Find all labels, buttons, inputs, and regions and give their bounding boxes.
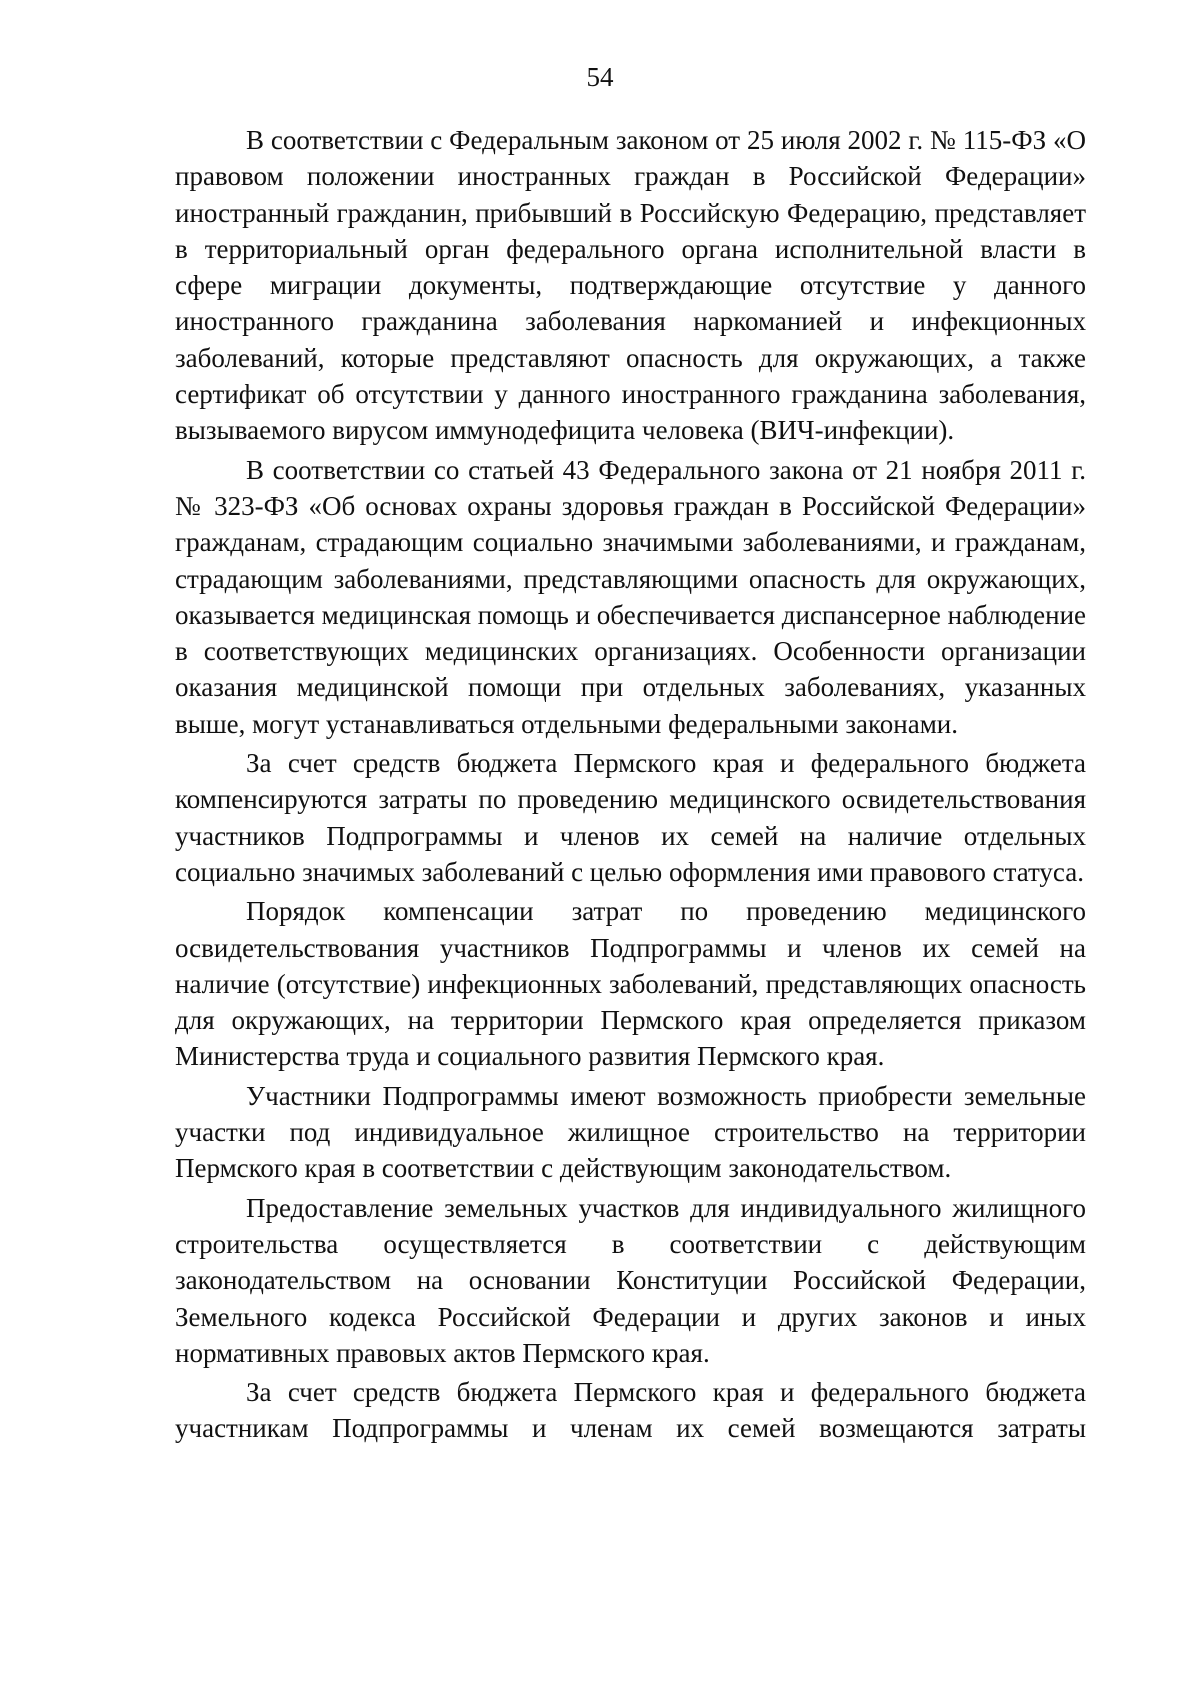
paragraph-land-plots-provision: Предоставление земельных участков для индивидуального жилищного строительства осуществляется в соответствии с действующим законодательством на основании Конституции Российской Федерации, Земельного кодекса Российской Федерации и других законов и иных нормативных правовых актов Пермского края. [175, 1192, 1086, 1368]
paragraph-compensation-procedure: Порядок компенсации затрат по проведению медицинского освидетельствования участников Подпрограммы и членов их семей на наличие (отсутствие) инфекционных заболеваний, представляющих опасность для окружающих, на территории Пермского края определяется приказом Министерства труда и социального развития Пермского края. [175, 896, 1086, 1072]
paragraph-land-plots-opportunity: Участники Подпрограммы имеют возможность приобрести земельные участки под индивидуальное жилищное строительство на территории Пермского края в соответствии с действующим законодательством. [175, 1080, 1086, 1184]
paragraph-examination-cost-compensation: За счет средств бюджета Пермского края и федерального бюджета компенсируются затраты по проведению медицинского освидетельствования участников Подпрограммы и членов их семей на наличие отдельных социально значимых заболеваний с целью оформления ими правового статуса. [175, 748, 1086, 887]
paragraph-health-protection-law: В соответствии со статьей 43 Федерального закона от 21 ноября 2011 г. № 323-ФЗ «Об основах охраны здоровья граждан в Российской Федерации» гражданам, страдающим социально значимыми заболеваниями, и гражданам, страдающим заболеваниями, представляющими опасность для окружающих, оказывается медицинская помощь и обеспечивается диспансерное наблюдение в соответствующих медицинских организациях. Особенности организации оказания медицинской помощи при отдельных заболеваниях, указанных выше, могут устанавливаться отдельными федеральными законами. [175, 454, 1086, 739]
paragraph-foreign-citizens-medical-documents: В соответствии с Федеральным законом от 25 июля 2002 г. № 115-ФЗ «О правовом положении иностранных граждан в Российской Федерации» иностранный гражданин, прибывший в Российскую Федерацию, представляет в территориальный орган федерального органа исполнительной власти в сфере миграции документы, подтверждающие отсутствие у данного иностранного гражданина заболевания наркоманией и инфекционных заболеваний, которые представляют опасность для окружающих, а также сертификат об отсутствии у данного иностранного гражданина заболевания, вызываемого вирусом иммунодефицита человека (ВИЧ-инфекции). [175, 125, 1086, 446]
paragraph-cost-reimbursement: За счет средств бюджета Пермского края и федерального бюджета участникам Подпрограммы и членам их семей возмещаются затраты [175, 1377, 1086, 1444]
document-body [175, 122, 1086, 1450]
page-number: 54 [586, 62, 614, 92]
